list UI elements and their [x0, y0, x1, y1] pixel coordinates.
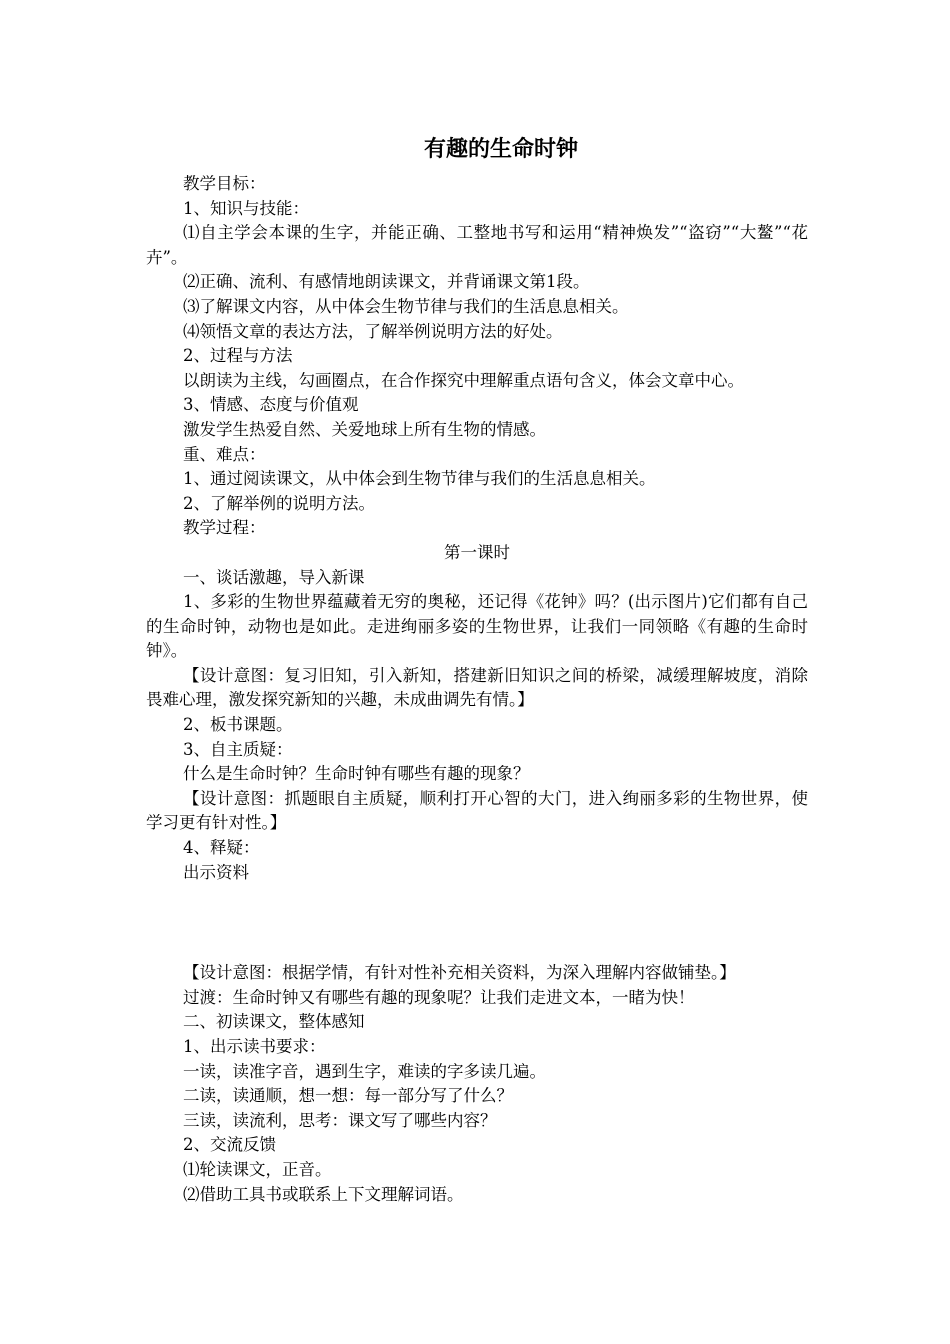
section-heading: 第一课时: [444, 542, 510, 562]
paragraph: 2、板书课题。: [183, 715, 293, 735]
paragraph: 3、自主质疑：: [183, 739, 293, 759]
paragraph: ⑵正确、流利、有感情地朗读课文，并背诵课文第1段。: [183, 272, 590, 292]
paragraph: 2、交流反馈: [183, 1135, 276, 1155]
paragraph: 以朗读为主线，勾画圈点，在合作探究中理解重点语句含义，体会文章中心。: [183, 370, 744, 390]
paragraph: ⑷领悟文章的表达方法，了解举例说明方法的好处。: [183, 321, 563, 341]
paragraph: 3、情感、态度与价值观: [183, 395, 359, 415]
paragraph: 1、通过阅读课文，从中体会到生物节律与我们的生活息息相关。: [183, 469, 656, 489]
paragraph: 重、难点：: [183, 444, 266, 464]
paragraph: 二读，读通顺，想一想：每一部分写了什么？: [183, 1086, 513, 1106]
paragraph: 一、谈话激趣，导入新课: [183, 567, 365, 587]
paragraph: 一读，读准字音，遇到生字，难读的字多读几遍。: [183, 1061, 546, 1081]
paragraph: 过渡：生命时钟又有哪些有趣的现象呢？让我们走进文本，一睹为快！: [183, 987, 695, 1007]
paragraph: 二、初读课文，整体感知: [183, 1012, 365, 1032]
paragraph: 1、出示读书要求：: [183, 1037, 326, 1056]
paragraph: 教学过程：: [183, 518, 266, 538]
document-title: 有趣的生命时钟: [423, 137, 578, 162]
paragraph: 2、了解举例的说明方法。: [183, 493, 375, 513]
paragraph: 4、释疑：: [183, 838, 260, 858]
paragraph: ⑴轮读课文，正音。: [183, 1159, 332, 1179]
paragraph: 出示资料: [183, 862, 249, 882]
paragraph: 三读，读流利，思考：课文写了哪些内容？: [183, 1110, 497, 1130]
paragraph: 激发学生热爱自然、关爱地球上所有生物的情感。: [183, 419, 546, 439]
paragraph: ⑵借助工具书或联系上下文理解词语。: [183, 1184, 464, 1204]
paragraph: 【设计意图：抓题眼自主质疑，顺利打开心智的大门，进入绚丽多彩的生物世界，使学习更有针对性。】: [146, 788, 808, 833]
paragraph: 【设计意图：根据学情，有针对性补充相关资料，为深入理解内容做铺垫。】: [183, 963, 736, 983]
blank-space: [146, 885, 808, 961]
paragraph: ⑴自主学会本课的生字，并能正确、工整地书写和运用“精神焕发”“盗窃”“大鳌”“花卉”。: [146, 223, 808, 267]
paragraph: 教学目标：: [183, 174, 266, 193]
paragraph: ⑶了解课文内容，从中体会生物节律与我们的生活息息相关。: [183, 296, 629, 316]
paragraph: 1、多彩的生物世界蕴藏着无穷的奥秘，还记得《花钟》吗？(出示图片)它们都有自己的生命时钟，动物也是如此。走进绚丽多姿的生物世界，让我们一同领略《有趣的生命时钟》。: [146, 592, 808, 661]
paragraph: 什么是生命时钟？生命时钟有哪些有趣的现象？: [183, 764, 530, 784]
paragraph: 2、过程与方法: [183, 346, 293, 366]
paragraph: 1、知识与技能：: [183, 198, 309, 218]
paragraph: 【设计意图：复习旧知，引入新知，搭建新旧知识之间的桥梁，减缓理解坡度，消除畏难心理，激发探究新知的兴趣，未成曲调先有情。】: [146, 665, 808, 710]
document-page: [146, 128, 808, 1207]
